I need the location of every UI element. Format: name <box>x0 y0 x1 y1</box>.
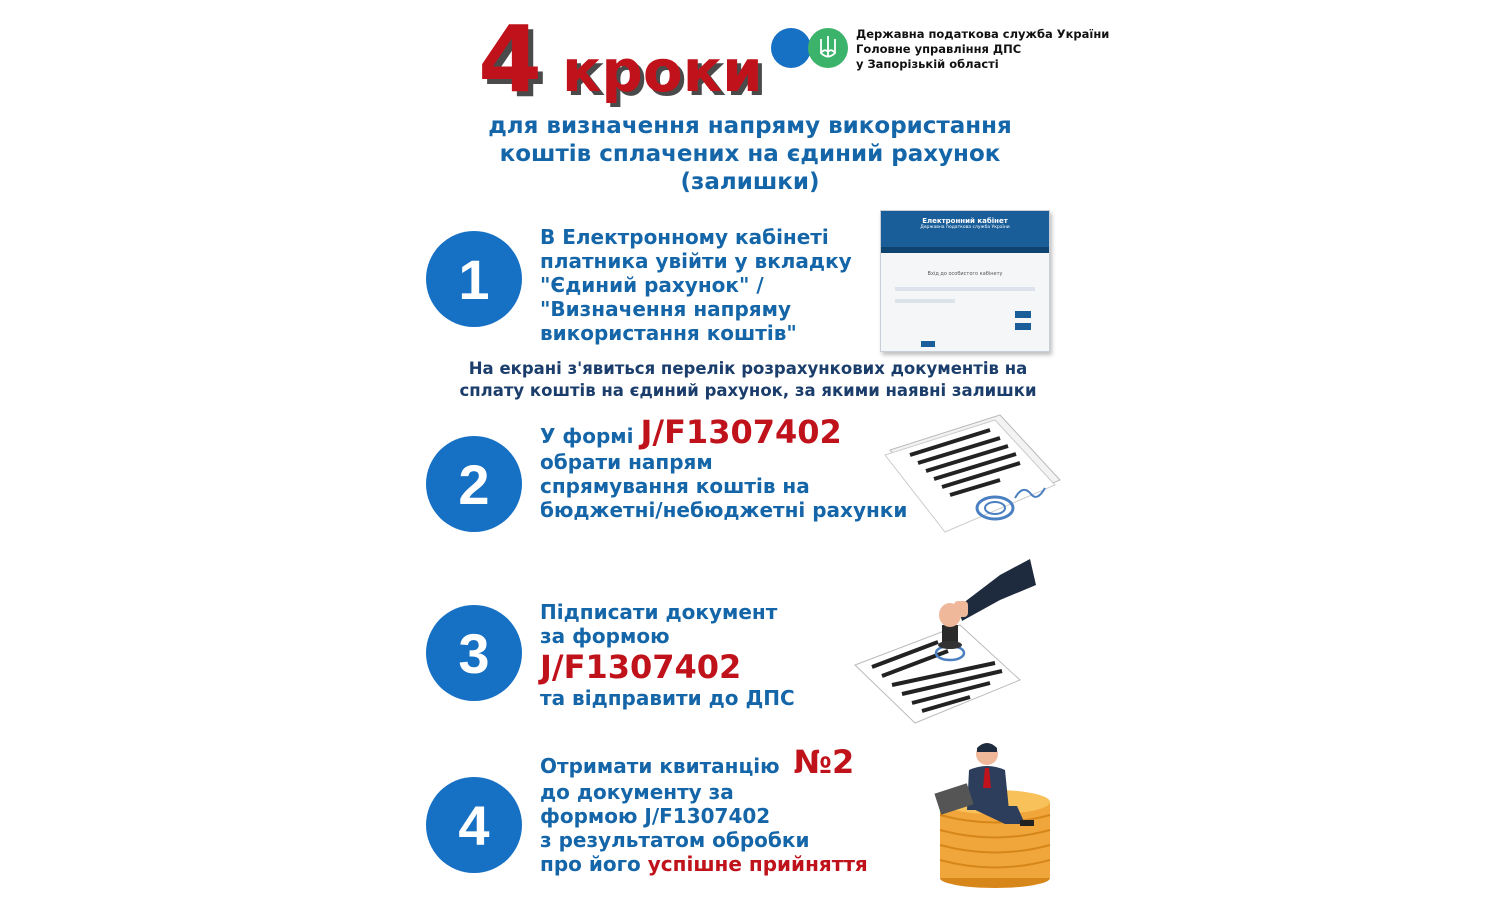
step-2-text <box>540 413 908 522</box>
title-word: кроки <box>562 37 763 105</box>
step-4-badge: 4 <box>426 777 522 873</box>
note-line: сплату коштів на єдиний рахунок, за якими наявні залишки <box>459 381 1037 400</box>
step-line: Підписати документ <box>540 600 778 624</box>
subtitle-line: для визначення напряму використання <box>488 113 1012 139</box>
subtitle-line: коштів сплачених на єдиний рахунок <box>499 141 1001 167</box>
cabinet-heading: Вхід до особистого кабінету <box>927 271 1003 277</box>
step-line: використання коштів" <box>540 321 797 345</box>
step-4-text <box>540 743 868 876</box>
step-3-text <box>540 600 795 710</box>
step-line <box>540 743 868 781</box>
success-highlight: успішне прийняття <box>647 852 868 876</box>
note-line: На екрані з'явиться перелік розрахункових документів на <box>468 359 1028 378</box>
agency-region: у Запорізькій області <box>856 57 999 71</box>
document-icon <box>880 410 1070 535</box>
step-2-badge: 2 <box>426 436 522 532</box>
step-line: формою J/F1307402 <box>540 804 771 828</box>
subtitle-line: (залишки) <box>680 169 820 195</box>
step-prefix: Отримати квитанцію <box>540 754 780 778</box>
title-number: 4 <box>478 6 543 113</box>
form-code: J/F1307402 <box>540 648 742 686</box>
step-line: В Електронному кабінеті <box>540 225 829 249</box>
agency-department: Головне управління ДПС <box>856 42 1022 56</box>
step-line: платника увійти у вкладку <box>540 249 852 273</box>
step-line: обрати напрям <box>540 450 713 474</box>
step-1-text <box>540 225 852 345</box>
step-line: "Визначення напряму <box>540 297 792 321</box>
step-line: та відправити до ДПС <box>540 686 795 710</box>
step-line: "Єдиний рахунок" / <box>540 273 764 297</box>
step-3-badge: 3 <box>426 605 522 701</box>
step-line: спрямування коштів на <box>540 474 810 498</box>
agency-block <box>856 27 1109 72</box>
step-1-note <box>448 358 1048 402</box>
cabinet-subtitle: Державна податкова служба України <box>920 225 1010 230</box>
step-line: бюджетні/небюджетні рахунки <box>540 498 908 522</box>
step-line <box>540 852 868 876</box>
receipt-number: №2 <box>793 743 855 781</box>
coins-businessman-icon <box>925 740 1065 890</box>
cabinet-title: Електронний кабінет <box>922 217 1008 225</box>
step-1-badge: 1 <box>426 231 522 327</box>
stamp-icon <box>850 555 1040 725</box>
cabinet-screenshot <box>880 210 1050 352</box>
step-line: з результатом обробки <box>540 828 810 852</box>
step-prefix: У формі <box>540 424 634 448</box>
step-line: за формою <box>540 624 670 648</box>
subtitle <box>400 112 1100 196</box>
logo-icon <box>770 26 850 70</box>
step-prefix: про його <box>540 852 641 876</box>
form-code: J/F1307402 <box>640 413 842 451</box>
step-line: до документу за <box>540 780 734 804</box>
step-line <box>540 413 907 451</box>
cabinet-header <box>881 211 1049 247</box>
agency-name: Державна податкова служба України <box>856 27 1110 41</box>
